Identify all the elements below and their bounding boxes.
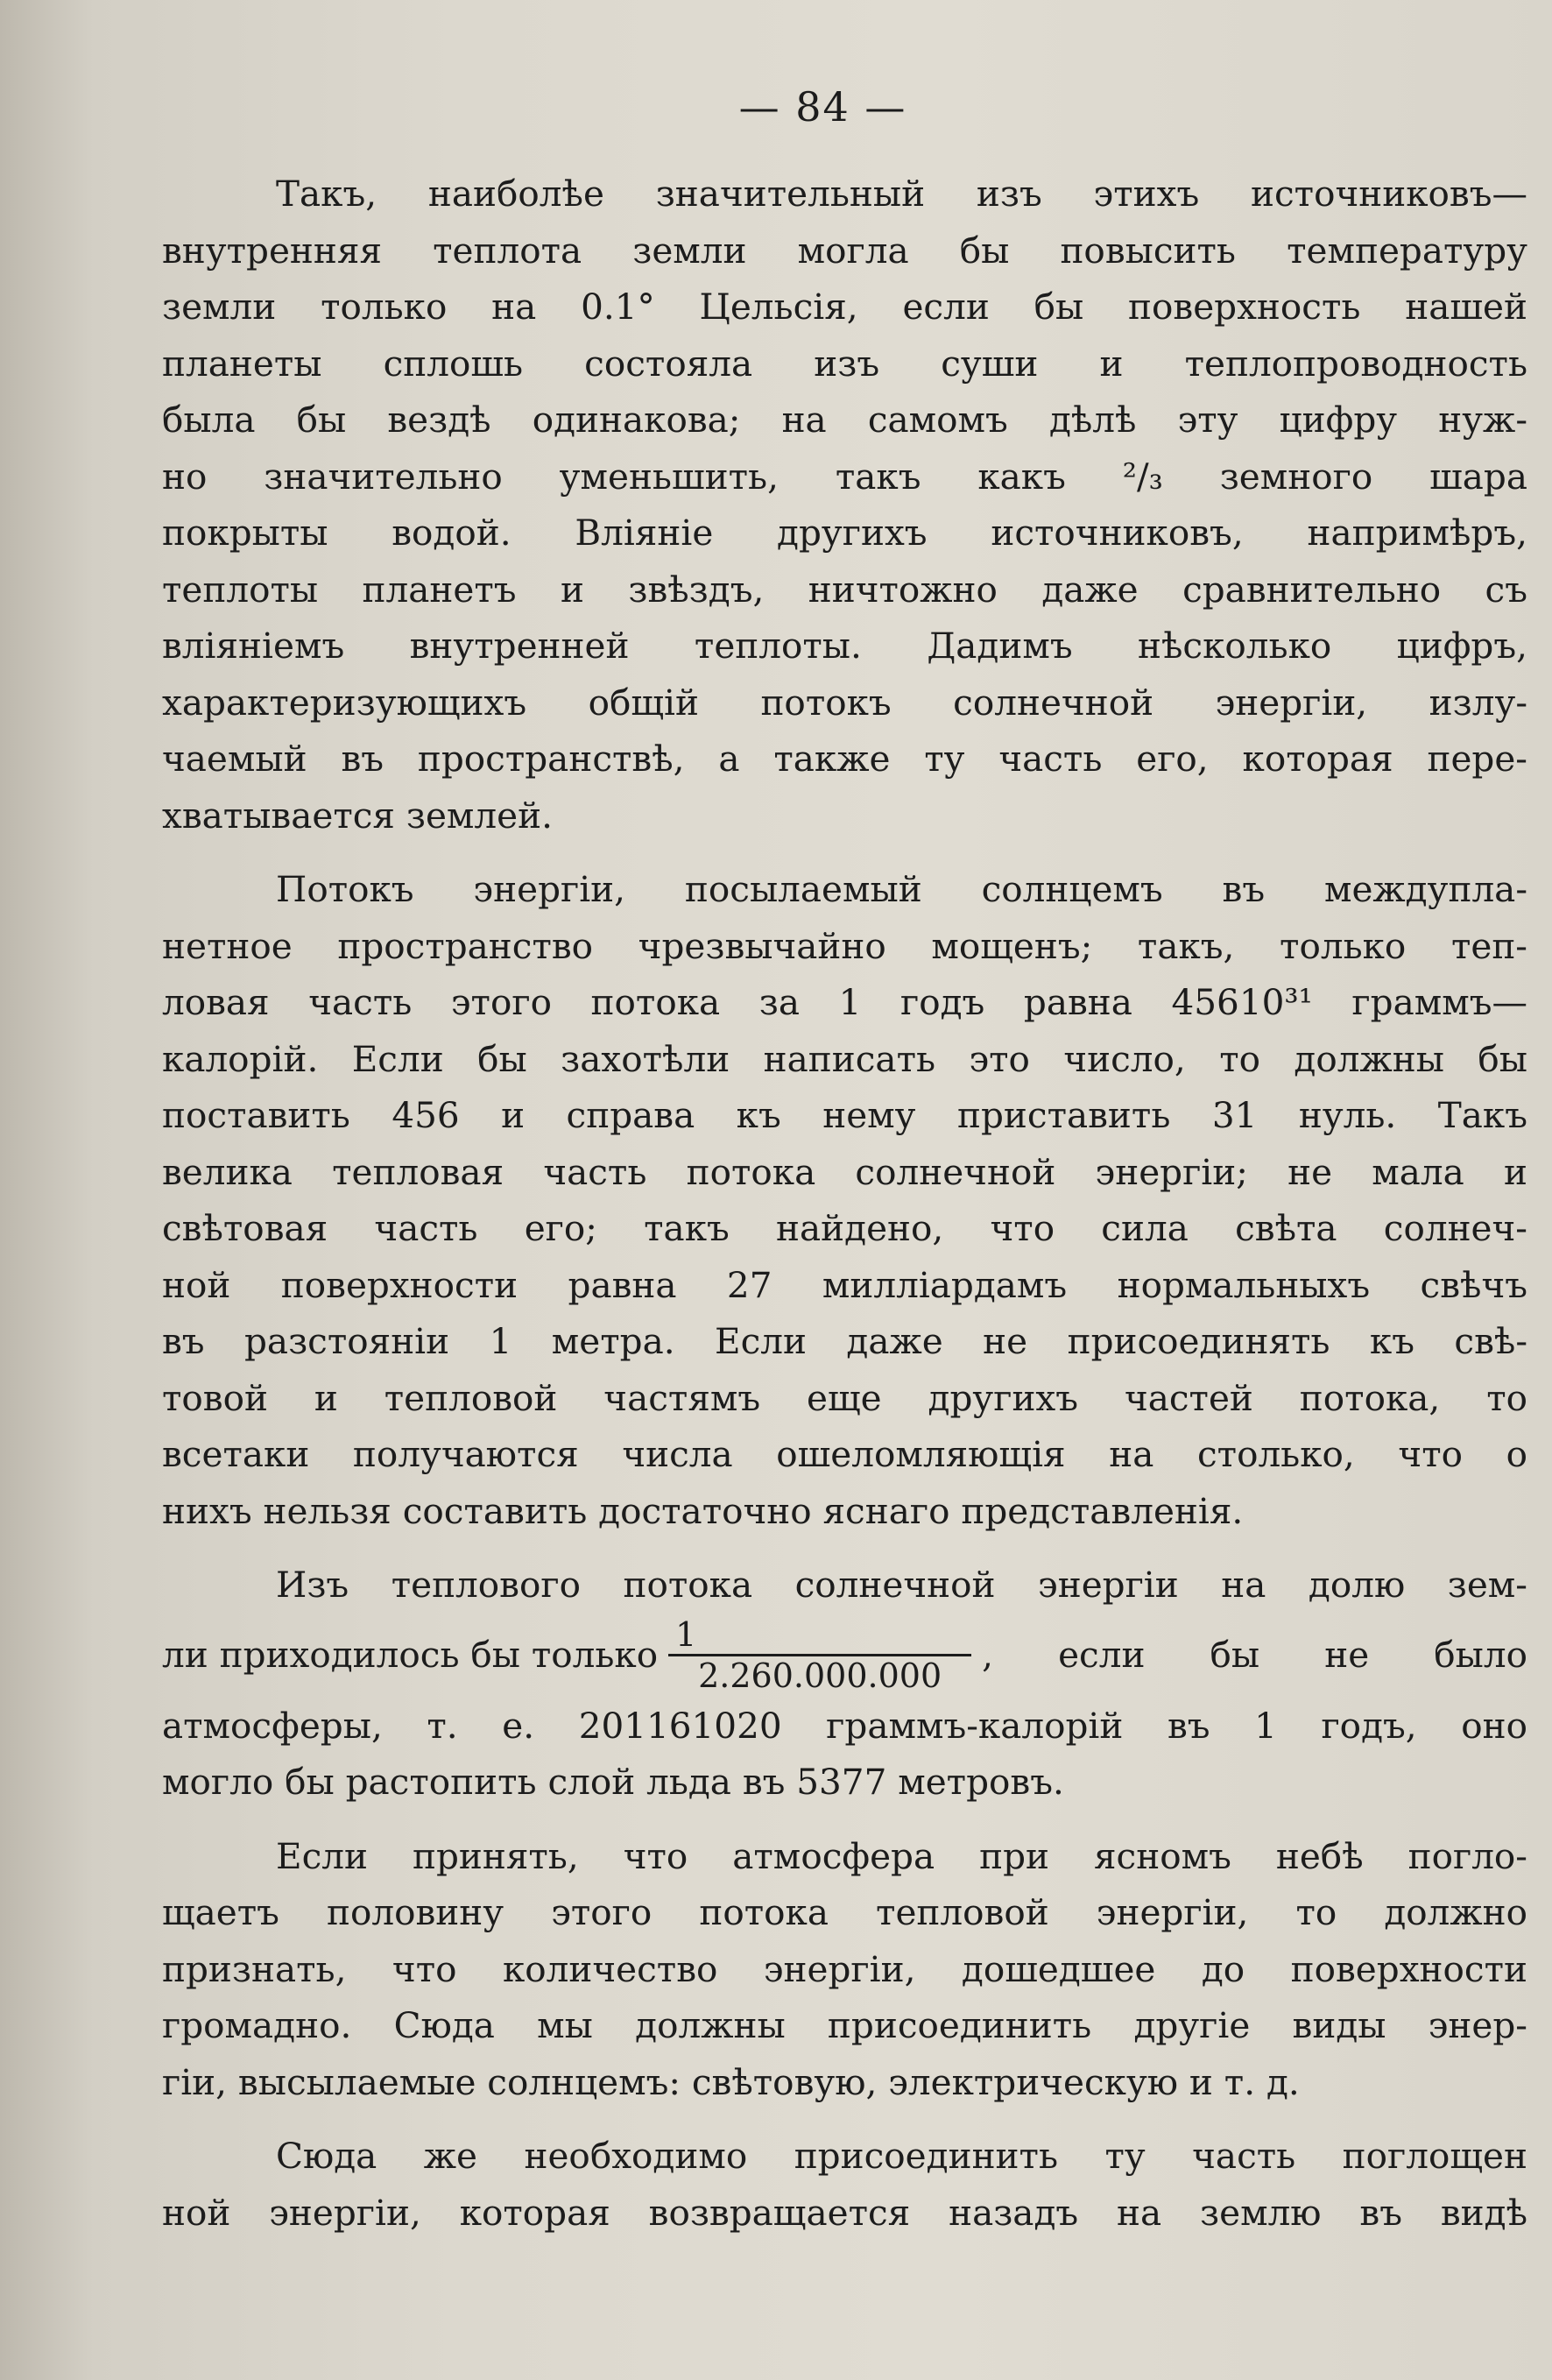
text-line: признать, что количество энергіи, дошедшее до поверхности [162,1947,1527,1990]
paragraph-3 [162,1557,1527,1811]
text-line: теплоты планетъ и звѣздъ, ничтожно даже сравнительно съ [162,568,1527,611]
fraction-line [162,1614,1527,1698]
paragraph-5 [162,2128,1527,2241]
text-line: планеты сплошь состояла изъ суши и теплопроводность [162,342,1527,385]
page-number: — 84 — [738,83,907,131]
text-line: велика тепловая часть потока солнечной энергіи; не мала и [162,1150,1527,1193]
fraction [668,1615,971,1695]
text-line: гіи, высылаемые солнцемъ: свѣтовую, электрическую и т. д. [162,2060,1300,2103]
text-line: Если принять, что атмосфера при ясномъ небѣ погло- [276,1834,1527,1877]
text-line: внутренняя теплота земли могла бы повысить температуру [162,229,1527,272]
text-line: въ разстояніи 1 метра. Если даже не присоединять къ свѣ- [162,1320,1527,1362]
text-line: товой и тепловой частямъ еще другихъ частей потока, то [162,1376,1527,1419]
text-line: хватывается землей. [162,794,553,837]
text-line: ной энергіи, которая возвращается назадъ на землю въ видѣ [162,2191,1527,2234]
text-line: вліяніемъ внутренней теплоты. Дадимъ нѣсколько цифръ, [162,625,1527,667]
fraction-numerator: 1 [668,1615,971,1656]
text-line: нетное пространство чрезвычайно мощенъ; такъ, только теп- [162,924,1527,967]
text-line: Изъ теплового потока солнечной энергіи на долю зем- [276,1564,1527,1606]
text-line: атмосферы, т. е. 201161020 граммъ-калорій въ 1 годъ, оно [162,1704,1527,1747]
paragraph-4 [162,1828,1527,2111]
paragraph-2 [162,861,1527,1539]
text-line: чаемый въ пространствѣ, а также ту часть его, которая пере- [162,738,1527,780]
text-line: нихъ нельзя составить достаточно яснаго представленія. [162,1489,1244,1532]
text-line: поставить 456 и справа къ нему приставить 31 нуль. Такъ [162,1094,1527,1136]
text-line: ной поверхности равна 27 миллiардамъ нормальныхъ свѣчъ [162,1263,1527,1306]
text-line: калорій. Если бы захотѣли написать это число, то должны бы [162,1037,1527,1080]
text-line: была бы вездѣ одинакова; на самомъ дѣлѣ эту цифру нуж- [162,399,1527,441]
text-line: Потокъ энергіи, посылаемый солнцемъ въ междупла- [276,868,1527,910]
text-line: но значительно уменьшить, такъ какъ ²/₃ земного шара [162,455,1527,498]
text-line: щаетъ половину этого потока тепловой энергіи, то должно [162,1891,1527,1933]
text-line: всетаки получаются числа ошеломляющія на столько, что о [162,1433,1527,1475]
text-line: громадно. Сюда мы должны присоединить другіе виды энер- [162,2004,1527,2046]
text-line: земли только на 0.1° Цельсія, если бы поверхность нашей [162,286,1527,328]
text-line: ловая часть этого потока за 1 годъ равна 45610³¹ граммъ— [162,981,1527,1023]
paragraph-1 [162,166,1527,844]
text-line: свѣтовая часть его; такъ найдено, что сила свѣта солнеч- [162,1207,1527,1249]
text-segment: , если бы не было [982,1634,1527,1677]
text-line: Такъ, наиболѣе значительный изъ этихъ источниковъ— [276,173,1527,215]
text-line: могло бы растопить слой льда въ 5377 метровъ. [162,1761,1064,1803]
text-segment: ли приходилось бы только [162,1634,659,1677]
fraction-denominator: 2.260.000.000 [698,1656,942,1695]
text-line: Сюда же необходимо присоединить ту часть поглощен [276,2135,1527,2177]
text-line: покрыты водой. Вліяніе другихъ источниковъ, напримѣръ, [162,512,1527,554]
text-line: характеризующихъ общій потокъ солнечной энергіи, излу- [162,681,1527,724]
